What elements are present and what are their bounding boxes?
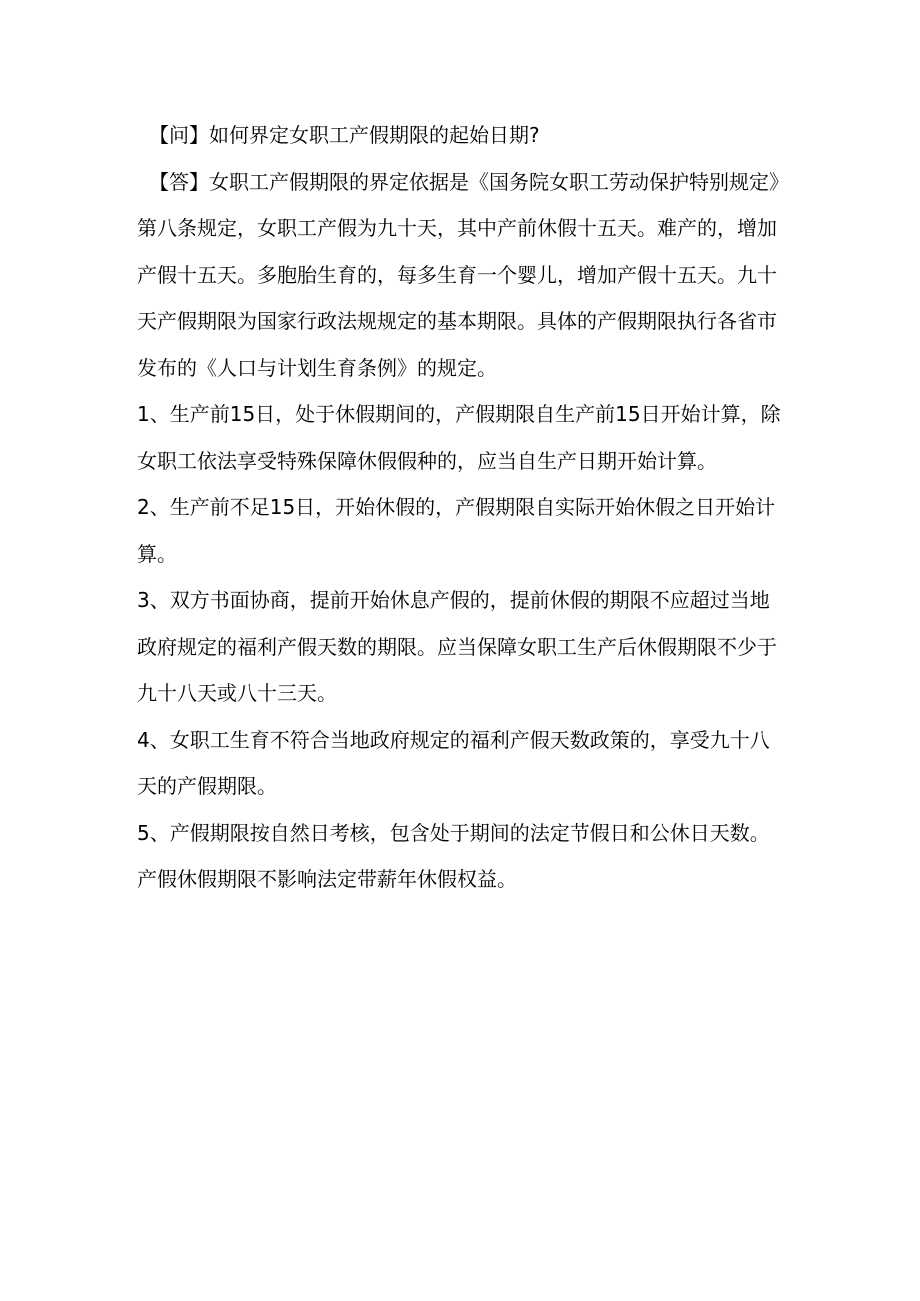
document-body [137, 112, 787, 903]
list-item: 3、双方书面协商，提前开始休息产假的，提前休假的期限不应超过当地政府规定的福利产假天数的期限。应当保障女职工生产后休假期限不少于九十八天或八十三天。 [137, 588, 777, 705]
list-item: 2、生产前不足15日，开始休假的，产假期限自实际开始休假之日开始计算。 [137, 495, 776, 566]
question-paragraph: 【问】如何界定女职工产假期限的起始日期? [149, 123, 540, 147]
list-item: 4、女职工生育不符合当地政府规定的福利产假天数政策的，享受九十八天的产假期限。 [137, 727, 770, 798]
answer-paragraph: 【答】女职工产假期限的界定依据是《国务院女职工劳动保护特别规定》第八条规定，女职工产假为九十天，其中产前休假十五天。难产的，增加产假十五天。多胞胎生育的，每多生育一个婴儿，增加产假十五天。九十天产假期限为国家行政法规规定的基本期限。具体的产假期限执行各省市发布的《人口与计划生育条例》的规定。 [137, 169, 779, 380]
list-item: 1、生产前15日，处于休假期间的，产假期限自生产前15日开始计算，除女职工依法享受特殊保障休假假种的，应当自生产日期开始计算。 [137, 402, 781, 473]
list-item: 5、产假期限按自然日考核，包含处于期间的法定节假日和公休日天数。产假休假期限不影响法定带薪年休假权益。 [137, 820, 770, 891]
